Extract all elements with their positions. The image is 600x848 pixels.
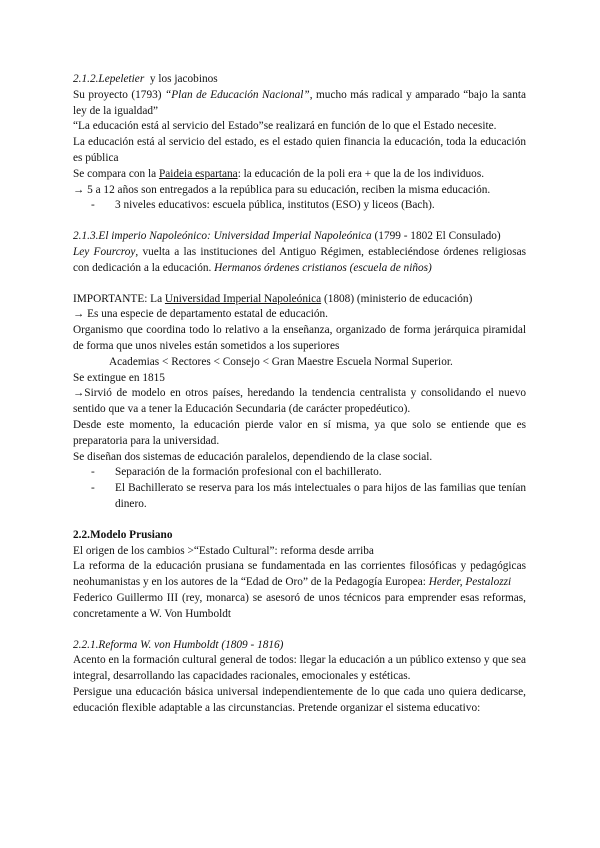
paragraph (73, 245, 526, 277)
paragraph: Se extingue en 1815 (73, 371, 165, 384)
section-heading-prusiano: 2.2.Modelo Prusiano (73, 528, 173, 541)
text-run: Su proyecto (1793) (73, 88, 165, 101)
arrow-paragraph: → Es una especie de departamento estatal de educación. (73, 308, 329, 321)
paragraph (73, 88, 526, 120)
arrow-paragraph: →Sirvió de modelo en otros países, heredando la tendencia centralista y consolidando el nuevo sentido que va a tener la Educación Secundaria (de carácter propedéutico). (73, 387, 526, 416)
paragraph: Se diseñan dos sistemas de educación paralelos, dependiendo de la clase social. (73, 450, 433, 463)
bullet-dash: - (91, 482, 95, 495)
paragraph: Federico Guillermo III (rey, monarca) se asesoró de unos técnicos para emprender esas reformas, concretamente a W. Von Humboldt (73, 591, 526, 620)
plan-title: “Plan de Educación Nacional” (165, 88, 310, 101)
paragraph: Persigue una educación básica universal independientemente de lo que cada uno quiera dedicarse, educación flexible adaptable a las circunstancias. Pretende organizar el sistema educativo: (73, 685, 526, 714)
text-run: , mucho más radical y amparado “bajo la santa ley de la igualdad” (73, 88, 527, 117)
paragraph: El origen de los cambios >“Estado Cultural”: reforma desde arriba (73, 544, 374, 557)
bullet-text: El Bachillerato se reserva para los más intelectuales o para hijos de las familias que tenían dinero. (115, 482, 526, 510)
heading-rest: (1799 - 1802 El Consulado) (371, 230, 501, 243)
arrow-paragraph: → 5 a 12 años son entregados a la república para su educación, reciben la misma educación. (73, 183, 491, 196)
paragraph: “La educación está al servicio del Estado”se realizará en función de lo que el Estado necesite. (73, 120, 497, 133)
paragraph: Organismo que coordina todo lo relativo a la enseñanza, organizado de forma jerárquica piramidal de forma que unos niveles están sometidos a los superiores (73, 324, 526, 352)
author-names: Herder, Pestalozzi (428, 576, 512, 589)
bullet-text: 3 niveles educativos: escuela pública, institutos (ESO) y liceos (Bach). (115, 199, 435, 212)
document-body (73, 72, 526, 716)
heading-rest: y los jacobinos (144, 73, 218, 85)
bullet-item (73, 481, 526, 513)
section-heading-napoleonico (73, 229, 526, 245)
bullet-text: Separación de la formación profesional con el bachillerato. (115, 466, 382, 479)
bullet-dash: - (91, 199, 95, 212)
text-run: (1808) (ministerio de educación) (321, 292, 473, 305)
heading-text: 2.1.3.El imperio Napoleónico: Universidad Imperial Napoleónica (73, 230, 372, 243)
underlined-term: Paideia espartana (158, 167, 238, 180)
hierarchy-line: Academias < Rectores < Consejo < Gran Maestre Escuela Normal Superior. (109, 355, 453, 368)
heading-name: Lepeletier (98, 73, 145, 85)
paragraph (73, 559, 526, 591)
bullet-item (73, 465, 526, 481)
section-heading-lepeletier (73, 72, 526, 88)
text-run: : la educación de la poli era + que la de los individuos. (237, 167, 485, 180)
paragraph: La educación está al servicio del estado, es el estado quien financia la educación, toda la educación es pública (73, 136, 526, 164)
text-run: IMPORTANTE: La (73, 292, 165, 305)
important-paragraph (73, 292, 526, 308)
law-name: Ley Fourcroy (73, 245, 136, 258)
text-run: La reforma de la educación prusiana se fundamentada en las corrientes filosóficas y pedagógicas neohumanistas y en los autores de la “Edad de Oro” de la Pedagogía Europea: (73, 560, 526, 589)
text-run: Se compara con la (73, 167, 159, 180)
italic-run: Hermanos órdenes cristianos (escuela de niños) (214, 261, 432, 274)
paragraph: Acento en la formación cultural general de todos: llegar la educación a un público extenso y que sea integral, desarrollando las capacidades racionales, emocionales y estéticas. (73, 654, 526, 683)
text-run: , vuelta a las instituciones del Antiguo Régimen, estableciéndose órdenes religiosas con dedicación a la educación. (73, 245, 526, 274)
paragraph: Desde este momento, la educación pierde valor en sí misma, ya que solo se entiende que es preparatoria para la universidad. (73, 418, 526, 447)
bullet-item (73, 198, 526, 214)
section-heading-humboldt: 2.2.1.Reforma W. von Humboldt (1809 - 1816) (73, 638, 284, 651)
bullet-dash: - (91, 466, 95, 479)
heading-number: 2.1.2. (73, 73, 99, 85)
underlined-term: Universidad Imperial Napoleónica (164, 292, 322, 305)
paragraph (73, 167, 526, 183)
